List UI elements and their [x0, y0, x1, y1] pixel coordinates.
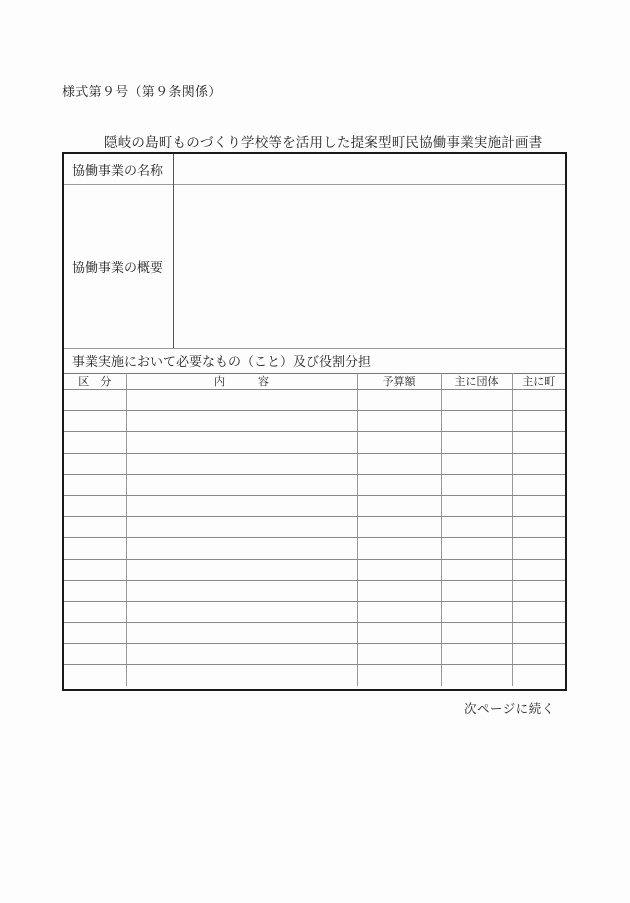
- budget-cell[interactable]: [357, 411, 441, 432]
- mainly-town-cell[interactable]: [512, 517, 565, 538]
- content-cell[interactable]: [126, 495, 357, 516]
- mainly-group-cell[interactable]: [441, 474, 512, 495]
- content-cell[interactable]: [126, 453, 357, 474]
- category-cell[interactable]: [64, 644, 126, 665]
- content-cell[interactable]: [126, 623, 357, 644]
- table-row: [64, 580, 565, 601]
- mainly-group-cell[interactable]: [441, 601, 512, 622]
- content-cell[interactable]: [126, 644, 357, 665]
- mainly-group-cell[interactable]: [441, 411, 512, 432]
- table-row: [64, 601, 565, 622]
- mainly-group-cell[interactable]: [441, 432, 512, 453]
- content-cell[interactable]: [126, 390, 357, 411]
- form-number: 様式第９号（第９条関係）: [62, 85, 222, 100]
- project-name-row: [64, 154, 565, 185]
- mainly-town-cell[interactable]: [512, 580, 565, 601]
- table-row: [64, 390, 565, 411]
- mainly-group-cell[interactable]: [441, 517, 512, 538]
- project-name-label: 協働事業の名称: [64, 154, 174, 184]
- budget-cell[interactable]: [357, 390, 441, 411]
- budget-cell[interactable]: [357, 517, 441, 538]
- mainly-town-cell[interactable]: [512, 538, 565, 559]
- table-row: [64, 538, 565, 559]
- budget-cell[interactable]: [357, 538, 441, 559]
- category-cell[interactable]: [64, 601, 126, 622]
- budget-cell[interactable]: [357, 601, 441, 622]
- mainly-town-cell[interactable]: [512, 411, 565, 432]
- mainly-town-cell[interactable]: [512, 644, 565, 665]
- category-cell[interactable]: [64, 517, 126, 538]
- budget-cell[interactable]: [357, 432, 441, 453]
- category-cell[interactable]: [64, 432, 126, 453]
- mainly-group-cell[interactable]: [441, 580, 512, 601]
- content-cell[interactable]: [126, 580, 357, 601]
- budget-cell[interactable]: [357, 559, 441, 580]
- content-cell[interactable]: [126, 601, 357, 622]
- project-overview-label: 協働事業の概要: [64, 184, 174, 348]
- budget-cell[interactable]: [357, 474, 441, 495]
- table-row: [64, 517, 565, 538]
- category-cell[interactable]: [64, 495, 126, 516]
- content-cell[interactable]: [126, 517, 357, 538]
- category-cell[interactable]: [64, 474, 126, 495]
- category-cell[interactable]: [64, 580, 126, 601]
- content-cell[interactable]: [126, 665, 357, 686]
- category-cell[interactable]: [64, 453, 126, 474]
- budget-cell[interactable]: [357, 495, 441, 516]
- table-row: [64, 474, 565, 495]
- mainly-town-cell[interactable]: [512, 474, 565, 495]
- role-allocation-table: [64, 373, 565, 686]
- mainly-group-cell[interactable]: [441, 390, 512, 411]
- table-row: [64, 623, 565, 644]
- budget-cell[interactable]: [357, 580, 441, 601]
- table-row: [64, 665, 565, 686]
- project-overview-field[interactable]: [174, 184, 565, 348]
- column-header-content: 内 容: [126, 373, 357, 390]
- mainly-group-cell[interactable]: [441, 495, 512, 516]
- mainly-town-cell[interactable]: [512, 623, 565, 644]
- content-cell[interactable]: [126, 432, 357, 453]
- column-header-budget: 予算額: [357, 373, 441, 390]
- continue-next-page-note: 次ページに続く: [464, 701, 555, 716]
- content-cell[interactable]: [126, 474, 357, 495]
- mainly-group-cell[interactable]: [441, 559, 512, 580]
- budget-cell[interactable]: [357, 623, 441, 644]
- plan-form-table: [62, 152, 567, 691]
- mainly-town-cell[interactable]: [512, 453, 565, 474]
- project-name-field[interactable]: [174, 154, 565, 184]
- budget-cell[interactable]: [357, 665, 441, 686]
- project-overview-row: [64, 184, 565, 349]
- mainly-group-cell[interactable]: [441, 623, 512, 644]
- mainly-group-cell[interactable]: [441, 453, 512, 474]
- mainly-group-cell[interactable]: [441, 665, 512, 686]
- allocation-section-heading: 事業実施において必要なもの（こと）及び役割分担: [64, 348, 565, 374]
- column-header-mainly-group: 主に団体: [441, 373, 512, 390]
- table-row: [64, 432, 565, 453]
- category-cell[interactable]: [64, 623, 126, 644]
- table-header-row: [64, 373, 565, 390]
- column-header-category: 区 分: [64, 373, 126, 390]
- category-cell[interactable]: [64, 411, 126, 432]
- mainly-town-cell[interactable]: [512, 665, 565, 686]
- category-cell[interactable]: [64, 559, 126, 580]
- mainly-town-cell[interactable]: [512, 495, 565, 516]
- budget-cell[interactable]: [357, 453, 441, 474]
- content-cell[interactable]: [126, 538, 357, 559]
- mainly-group-cell[interactable]: [441, 538, 512, 559]
- table-row: [64, 453, 565, 474]
- column-header-mainly-town: 主に町: [512, 373, 565, 390]
- mainly-town-cell[interactable]: [512, 432, 565, 453]
- content-cell[interactable]: [126, 559, 357, 580]
- mainly-town-cell[interactable]: [512, 390, 565, 411]
- category-cell[interactable]: [64, 665, 126, 686]
- mainly-town-cell[interactable]: [512, 559, 565, 580]
- table-row: [64, 411, 565, 432]
- category-cell[interactable]: [64, 390, 126, 411]
- mainly-town-cell[interactable]: [512, 601, 565, 622]
- category-cell[interactable]: [64, 538, 126, 559]
- content-cell[interactable]: [126, 411, 357, 432]
- table-row: [64, 644, 565, 665]
- budget-cell[interactable]: [357, 644, 441, 665]
- table-row: [64, 495, 565, 516]
- mainly-group-cell[interactable]: [441, 644, 512, 665]
- document-title: 隠岐の島町ものづくり学校等を活用した提案型町民協働事業実施計画書: [104, 135, 543, 151]
- table-row: [64, 559, 565, 580]
